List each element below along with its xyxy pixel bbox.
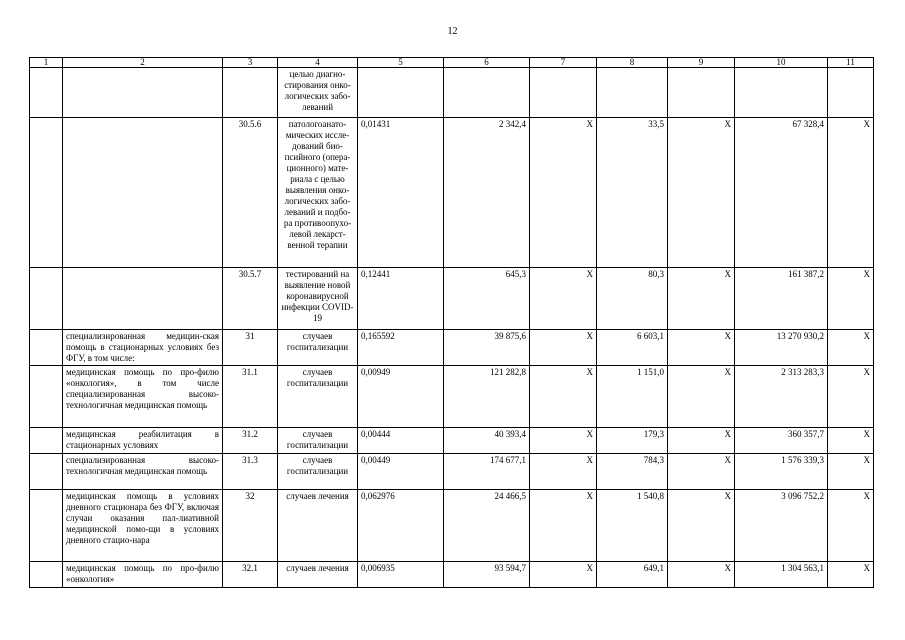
cell-col7: X — [530, 118, 597, 268]
unit-of-measure: целью диагно-стирования онко-логических забо-леваний — [278, 68, 358, 118]
cost-per-unit — [444, 68, 530, 118]
table-row — [30, 490, 874, 562]
per-capita-norm: 6 603,1 — [597, 330, 668, 366]
cell-col7: X — [530, 366, 597, 428]
volume-per-person: 0,00949 — [358, 366, 444, 428]
volume-per-person: 0,00449 — [358, 454, 444, 490]
volume-per-person: 0,01431 — [358, 118, 444, 268]
unit-of-measure: случаев лечения — [278, 562, 358, 588]
column-header-11: 11 — [828, 58, 874, 68]
per-capita-norm: 179,3 — [597, 428, 668, 454]
cell-col9: X — [668, 428, 735, 454]
total-cost: 67 328,4 — [735, 118, 828, 268]
unit-of-measure: случаев лечения — [278, 490, 358, 562]
cell-col9: X — [668, 366, 735, 428]
cell-col11: X — [828, 490, 874, 562]
per-capita-norm — [597, 68, 668, 118]
table-row — [30, 268, 874, 330]
cell-col1 — [30, 562, 63, 588]
unit-of-measure: случаев госпитализации — [278, 330, 358, 366]
row-number: 31.1 — [223, 366, 278, 428]
column-header-2: 2 — [63, 58, 223, 68]
cell-col9 — [668, 68, 735, 118]
volume-per-person: 0,006935 — [358, 562, 444, 588]
cell-col7: X — [530, 490, 597, 562]
cell-col11: X — [828, 118, 874, 268]
table-body — [30, 68, 874, 588]
cell-col11: X — [828, 366, 874, 428]
total-cost: 2 313 283,3 — [735, 366, 828, 428]
cost-per-unit: 39 875,6 — [444, 330, 530, 366]
total-cost: 360 357,7 — [735, 428, 828, 454]
column-header-4: 4 — [278, 58, 358, 68]
indicator-name: специализированная медицин-ская помощь в стационарных условиях без ФГУ, в том числе: — [63, 330, 223, 366]
cell-col7: X — [530, 428, 597, 454]
page-number: 12 — [447, 26, 458, 37]
column-header-9: 9 — [668, 58, 735, 68]
cell-col7: X — [530, 268, 597, 330]
row-number: 31.2 — [223, 428, 278, 454]
unit-of-measure: случаев госпитализации — [278, 454, 358, 490]
table-row — [30, 366, 874, 428]
cost-per-unit: 645,3 — [444, 268, 530, 330]
cell-col1 — [30, 366, 63, 428]
unit-of-measure: тестирований на выявление новой коронавирусной инфекции COVID-19 — [278, 268, 358, 330]
row-number: 31 — [223, 330, 278, 366]
data-table — [29, 57, 874, 588]
cell-col11: X — [828, 562, 874, 588]
cell-col9: X — [668, 268, 735, 330]
volume-per-person: 0,00444 — [358, 428, 444, 454]
indicator-name: медицинская помощь в условиях дневного стационара без ФГУ, включая случаи оказания пал-лиативной медицинской помо-щи в условиях дневного стацио-нара — [63, 490, 223, 562]
unit-of-measure: патологоанато-мических иссле-дований био-псийного (опера-ционного) мате-риала с целью выявления онко-логических забо-леваний и подбо-ра противоопухо-левой лекарст-венной терапии — [278, 118, 358, 268]
cell-col1 — [30, 490, 63, 562]
cost-per-unit: 93 594,7 — [444, 562, 530, 588]
row-number: 30.5.7 — [223, 268, 278, 330]
cost-per-unit: 2 342,4 — [444, 118, 530, 268]
indicator-name — [63, 268, 223, 330]
cell-col9: X — [668, 454, 735, 490]
unit-of-measure: случаев госпитализации — [278, 366, 358, 428]
total-cost: 1 576 339,3 — [735, 454, 828, 490]
cell-col9: X — [668, 490, 735, 562]
column-header-3: 3 — [223, 58, 278, 68]
per-capita-norm: 1 151,0 — [597, 366, 668, 428]
cell-col1 — [30, 454, 63, 490]
cell-col7: X — [530, 454, 597, 490]
column-header-6: 6 — [444, 58, 530, 68]
cell-col7: X — [530, 330, 597, 366]
column-header-10: 10 — [735, 58, 828, 68]
per-capita-norm: 649,1 — [597, 562, 668, 588]
cell-col7: X — [530, 562, 597, 588]
column-header-1: 1 — [30, 58, 63, 68]
total-cost: 13 270 930,2 — [735, 330, 828, 366]
cell-col11: X — [828, 330, 874, 366]
cell-col7 — [530, 68, 597, 118]
volume-per-person: 0,165592 — [358, 330, 444, 366]
row-number: 32 — [223, 490, 278, 562]
per-capita-norm: 33,5 — [597, 118, 668, 268]
cell-col9: X — [668, 562, 735, 588]
per-capita-norm: 1 540,8 — [597, 490, 668, 562]
cell-col11: X — [828, 454, 874, 490]
cell-col1 — [30, 268, 63, 330]
total-cost: 3 096 752,2 — [735, 490, 828, 562]
indicator-name: медицинская реабилитация в стационарных условиях — [63, 428, 223, 454]
total-cost — [735, 68, 828, 118]
cell-col1 — [30, 118, 63, 268]
cell-col1 — [30, 428, 63, 454]
volume-per-person: 0,062976 — [358, 490, 444, 562]
column-header-5: 5 — [358, 58, 444, 68]
cell-col11: X — [828, 268, 874, 330]
indicator-name — [63, 118, 223, 268]
indicator-name: медицинская помощь по про-филю «онкология» — [63, 562, 223, 588]
cost-per-unit: 40 393,4 — [444, 428, 530, 454]
cell-col9: X — [668, 118, 735, 268]
volume-per-person: 0,12441 — [358, 268, 444, 330]
cell-col1 — [30, 330, 63, 366]
row-number: 31.3 — [223, 454, 278, 490]
table-row — [30, 428, 874, 454]
cost-per-unit: 121 282,8 — [444, 366, 530, 428]
cell-col9: X — [668, 330, 735, 366]
indicator-name — [63, 68, 223, 118]
cell-col1 — [30, 68, 63, 118]
cost-per-unit: 174 677,1 — [444, 454, 530, 490]
table-row — [30, 330, 874, 366]
cell-col11: X — [828, 428, 874, 454]
table-row — [30, 118, 874, 268]
row-number — [223, 68, 278, 118]
indicator-name: специализированная высоко-технологичная медицинская помощь — [63, 454, 223, 490]
cost-per-unit: 24 466,5 — [444, 490, 530, 562]
per-capita-norm: 80,3 — [597, 268, 668, 330]
cell-col11 — [828, 68, 874, 118]
row-number: 30.5.6 — [223, 118, 278, 268]
column-header-8: 8 — [597, 58, 668, 68]
total-cost: 1 304 563,1 — [735, 562, 828, 588]
header-row — [30, 58, 874, 68]
unit-of-measure: случаев госпитализации — [278, 428, 358, 454]
volume-per-person — [358, 68, 444, 118]
total-cost: 161 387,2 — [735, 268, 828, 330]
row-number: 32.1 — [223, 562, 278, 588]
column-header-7: 7 — [530, 58, 597, 68]
indicator-name: медицинская помощь по про-филю «онкология», в том числе специализированная высоко-технологичная медицинская помощь — [63, 366, 223, 428]
per-capita-norm: 784,3 — [597, 454, 668, 490]
table-row — [30, 454, 874, 490]
table-row — [30, 68, 874, 118]
table-row — [30, 562, 874, 588]
